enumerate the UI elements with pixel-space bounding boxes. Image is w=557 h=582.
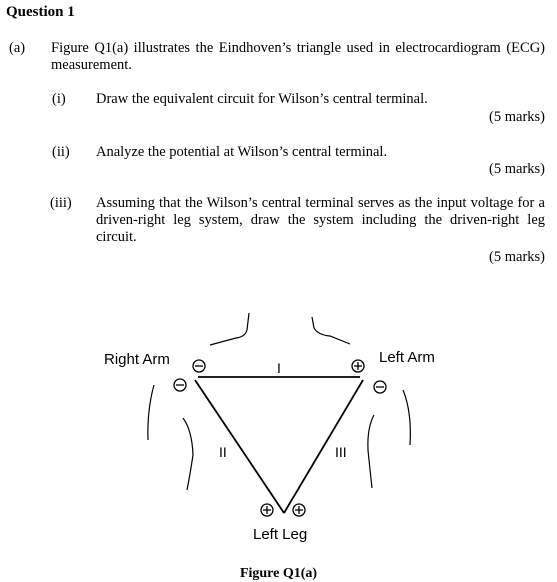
sub-item-iii-marks: (5 marks) bbox=[489, 249, 545, 265]
sub-item-i-text: Draw the equivalent circuit for Wilson’s central terminal. bbox=[96, 91, 428, 107]
left-torso-outline bbox=[368, 415, 374, 488]
eindhoven-triangle-figure bbox=[0, 300, 557, 562]
left-arm-outline-outer bbox=[403, 390, 410, 445]
lead-iii-line bbox=[284, 380, 363, 513]
sub-item-ii-text: Analyze the potential at Wilson’s central terminal. bbox=[96, 144, 388, 160]
sub-item-i-marks: (5 marks) bbox=[489, 109, 545, 125]
right-torso-outline bbox=[183, 418, 193, 490]
sub-item-i-number: (i) bbox=[52, 91, 66, 107]
sub-item-ii-marks: (5 marks) bbox=[489, 161, 545, 177]
lead-iii-label: III bbox=[335, 444, 347, 460]
left-leg-label: Left Leg bbox=[253, 526, 308, 543]
sub-item-ii-number: (ii) bbox=[52, 144, 70, 160]
part-a-text: Figure Q1(a) illustrates the Eindhoven’s triangle used in electrocardiogram (ECG) measurement. bbox=[51, 40, 545, 73]
sub-item-iii-text: Assuming that the Wilson’s central terminal serves as the input voltage for a driven-right leg system, draw the system including the driven-right leg circuit. bbox=[96, 195, 545, 245]
question-title: Question 1 bbox=[6, 4, 75, 20]
lead-i-label: I bbox=[277, 360, 281, 376]
left-leg-plus-right bbox=[293, 504, 305, 516]
lead-ii-line bbox=[195, 380, 284, 513]
left-arm-minus bbox=[374, 381, 386, 393]
left-neck-outline bbox=[210, 313, 249, 345]
right-arm-outline-outer bbox=[148, 385, 154, 440]
right-neck-outline bbox=[312, 317, 350, 344]
lead-ii-label: II bbox=[219, 444, 227, 460]
sub-item-iii-number: (iii) bbox=[50, 195, 72, 211]
part-a-label: (a) bbox=[9, 40, 26, 56]
left-leg-plus-left bbox=[261, 504, 273, 516]
right-arm-label: Right Arm bbox=[104, 351, 170, 368]
left-arm-plus bbox=[352, 360, 364, 372]
figure-caption: Figure Q1(a) bbox=[239, 566, 318, 581]
right-arm-minus-bottom bbox=[174, 379, 186, 391]
left-arm-label: Left Arm bbox=[379, 349, 435, 366]
right-arm-minus-top bbox=[193, 360, 205, 372]
